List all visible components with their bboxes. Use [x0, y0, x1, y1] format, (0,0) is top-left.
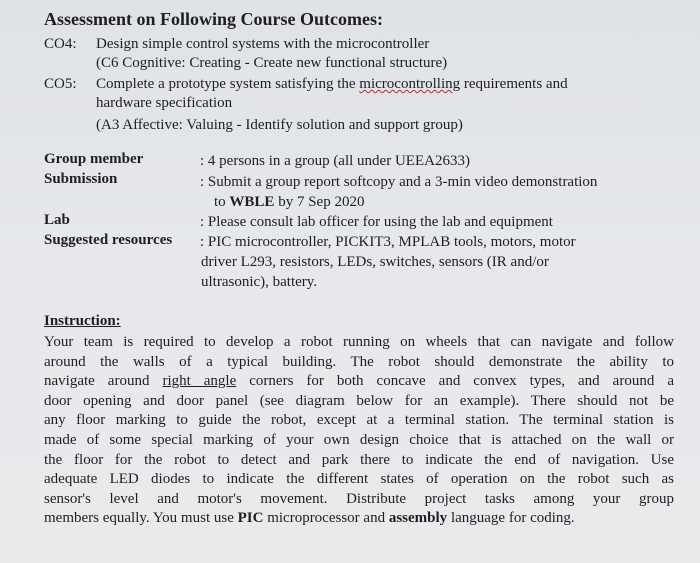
instruction-line: the floor for the robot to detect and park there to indicate the end of navigation. Use: [44, 451, 674, 468]
instruction-line: made of some special marking of your own design choice that is attached on the wall or: [44, 431, 674, 448]
resources-continued-1: driver L293, resistors, LEDs, switches, sensors (IR and/or: [201, 254, 549, 270]
instruction-line: around the walls of a typical building. The robot should demonstrate the ability to: [44, 353, 674, 370]
resources-continued-2: ultrasonic), battery.: [201, 274, 318, 290]
bold-term: PIC: [237, 510, 264, 527]
outcome-co5-line1: [96, 76, 568, 93]
instruction-heading: Instruction:: [44, 313, 121, 329]
instruction-line: adequate LED diodes to indicate the different states of operation on the robot such as: [44, 471, 674, 488]
submission-cont-bold: WBLE: [229, 194, 275, 210]
submission-label: Submission: [44, 171, 118, 187]
instruction-line: any floor marking to guide the robot, except at a terminal station. The terminal station is: [44, 412, 674, 429]
outcome-co4-line2: (C6 Cognitive: Creating - Create new functional structure): [96, 55, 448, 71]
outcome-co5-text-pre: Complete a prototype system satisfying the: [96, 76, 360, 92]
instruction-paragraph: [44, 333, 674, 529]
instruction-line: sensor's level and motor's movement. Distribute project tasks among your group: [44, 490, 674, 507]
underlined-term: right angle: [162, 373, 237, 390]
outcome-co5-text-post: requirements and: [460, 76, 568, 92]
resources-value: : PIC microcontroller, PICKIT3, MPLAB tools, motors, motor: [200, 234, 576, 250]
outcome-co4-line1: Design simple control systems with the microcontroller: [96, 36, 430, 52]
document-title: Assessment on Following Course Outcomes:: [44, 9, 383, 29]
submission-cont-post: by 7 Sep 2020: [274, 194, 365, 210]
resources-label: Suggested resources: [44, 232, 173, 248]
lab-label: Lab: [44, 212, 70, 228]
bold-term: assembly: [388, 510, 448, 527]
instruction-line: members equally. You must use PIC microprocessor and assembly language for coding.: [44, 510, 575, 527]
submission-continued: [214, 194, 364, 211]
submission-cont-pre: to: [214, 194, 230, 210]
instruction-line: Your team is required to develop a robot running on wheels that can navigate and follow: [44, 334, 674, 350]
outcome-co5-line2: hardware specification: [96, 95, 233, 111]
instruction-line: door opening and door panel (see diagram below for an example). There should not be: [44, 392, 674, 409]
submission-value: : Submit a group report softcopy and a 3-min video demonstration: [200, 174, 598, 190]
outcome-code-co4: CO4:: [44, 36, 77, 52]
instruction-line: navigate around right angle corners for both concave and convex types, and around a: [44, 373, 674, 390]
group-member-label: Group member: [44, 151, 144, 167]
outcome-code-co5: CO5:: [44, 76, 77, 92]
outcome-co5-line3: (A3 Affective: Valuing - Identify solution and support group): [96, 117, 463, 133]
lab-value: : Please consult lab officer for using the lab and equipment: [200, 214, 553, 230]
spellcheck-word: microcontrolling: [359, 76, 461, 92]
group-member-value: : 4 persons in a group (all under UEEA2633): [200, 153, 470, 169]
